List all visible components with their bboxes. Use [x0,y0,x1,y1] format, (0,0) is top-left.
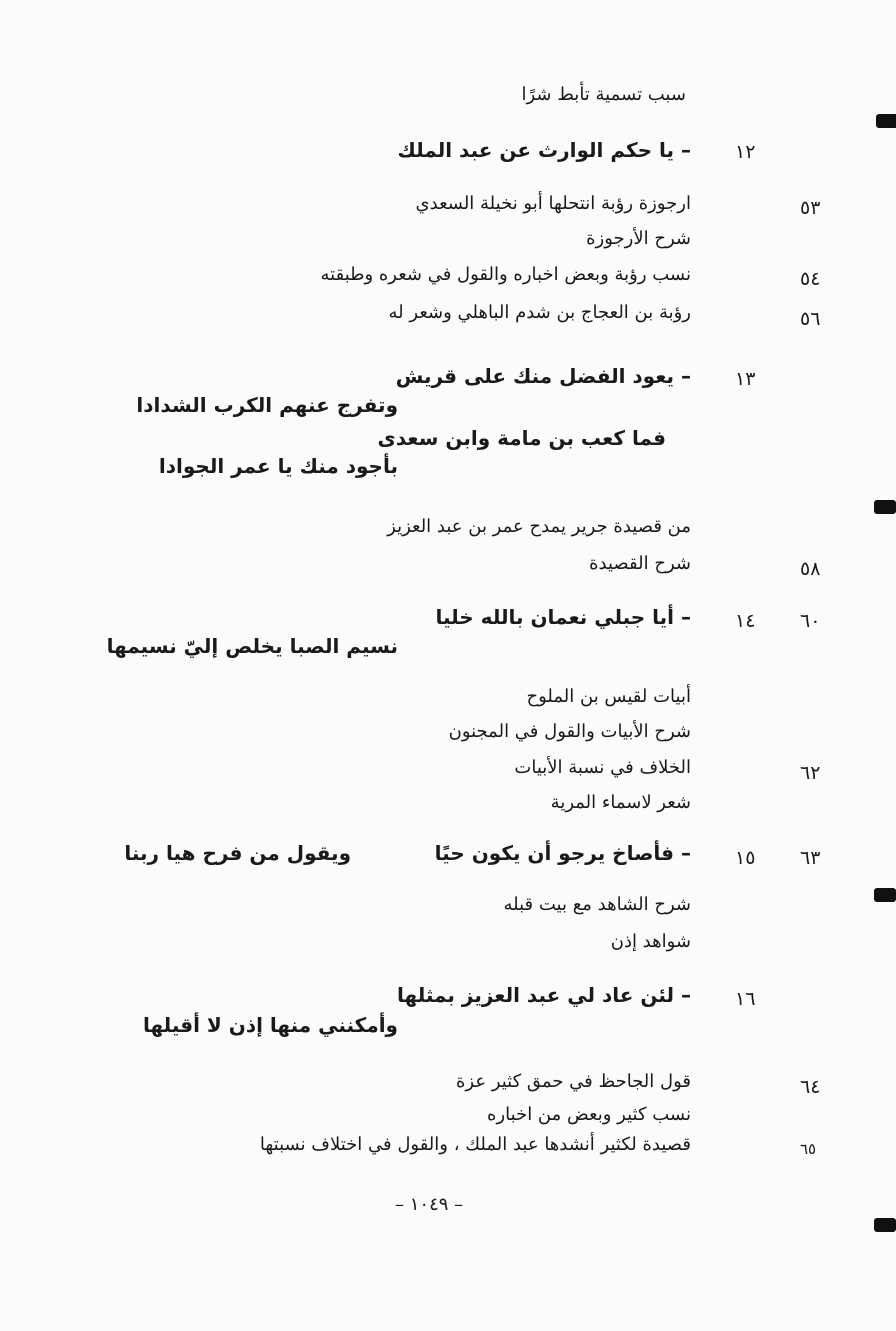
edge-mark [874,1218,896,1232]
item-text: نسب رؤبة وبعض اخباره والقول في شعره وطبقته [320,264,691,285]
verse-line: – يعود الفضل منك على قريش [395,364,691,388]
verse-line: ويقول من فرح هيا ربنا [124,841,351,865]
entry-number: ١٥ [735,847,756,869]
item-text: شرح الأرجوزة [586,228,691,249]
item-text: نسب كثير وبعض من اخباره [487,1104,691,1125]
page-ref: ٦٣ [800,847,821,869]
item-text: شواهد إذن [610,931,691,952]
verse-line: – لئن عاد لي عبد العزيز بمثلها [396,983,691,1007]
item-text: شرح القصيدة [589,553,691,574]
item-text: ارجوزة رؤبة انتحلها أبو نخيلة السعدي [415,193,691,214]
page-ref: ٥٦ [800,308,821,330]
item-text: شرح الأبيات والقول في المجنون [448,721,691,742]
verse-line: وتفرج عنهم الكرب الشدادا [136,393,398,417]
page-number: – ١٠٤٩ – [395,1194,464,1215]
entry-number: ١٢ [735,141,756,163]
edge-mark [876,114,896,128]
page-ref: ٦٤ [800,1076,821,1098]
verse-line: فما كعب بن مامة وابن سعدى [377,426,666,450]
item-text: من قصيدة جرير يمدح عمر بن عبد العزيز [387,516,691,537]
item-text: شرح الشاهد مع بيت قبله [503,894,691,915]
page-ref: ٦٠ [800,610,821,632]
verse-line: بأجود منك يا عمر الجوادا [158,454,398,478]
item-text: شعر لاسماء المرية [550,792,691,813]
entry-number: ١٣ [735,368,756,390]
page-ref: ٦٢ [800,762,821,784]
page-ref: ٦٥ [800,1140,817,1158]
page-ref: ٥٨ [800,558,821,580]
page-ref: ٥٣ [800,197,821,219]
verse-line: – فأصاخ يرجو أن يكون حيًا [434,841,691,865]
item-text: قول الجاحظ في حمق كثير عزة [455,1071,691,1092]
item-text: أبيات لقيس بن الملوح [526,686,691,707]
verse-line: – أيا جبلي نعمان بالله خليا [435,605,691,629]
edge-mark [874,888,896,902]
item-text: الخلاف في نسبة الأبيات [514,757,691,778]
verse-line: نسيم الصبا يخلص إليّ نسيمها [106,634,398,658]
item-text: قصيدة لكثير أنشدها عبد الملك ، والقول في اختلاف نسبتها [259,1134,691,1155]
entry-number: ١٤ [735,610,756,632]
item-text: رؤبة بن العجاج بن شدم الباهلي وشعر له [388,302,691,323]
edge-mark [874,500,896,514]
top-title: سبب تسمية تأبط شرًا [521,84,686,105]
page-ref: ٥٤ [800,268,821,290]
verse-line: – يا حكم الوارث عن عبد الملك [397,138,691,162]
entry-number: ١٦ [735,988,756,1010]
verse-line: وأمكنني منها إذن لا أقيلها [142,1013,398,1037]
